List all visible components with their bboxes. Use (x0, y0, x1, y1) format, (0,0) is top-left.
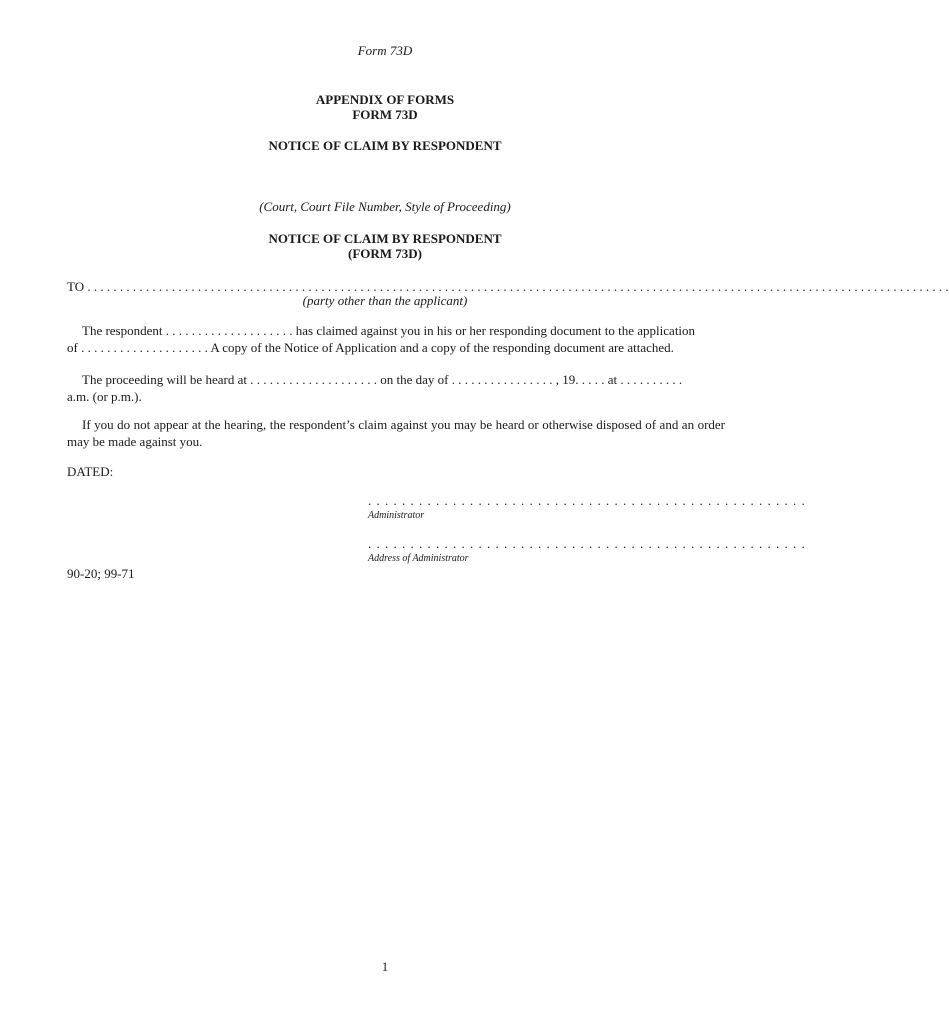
paragraph-respondent-line1: The respondent . . . . . . . . . . . . . . . . . . . . has claimed against you in his or her responding document to the application (82, 323, 696, 338)
to-line: TO . . . . . . . . . . . . . . . . . . . . . . . . . . . . . . . . . . . . . . . . . . . . . . . . . . . . . . . . . . . . . . . . . . . . . . . . . . . . . . . . . . . . . . . . . . . . . . . . . . . . . . . . . . . . . . . . . . . . . . . . . . . . . . . . . . . . . (67, 279, 949, 294)
form-number-secondary: (FORM 73D) (347, 246, 422, 261)
paragraph-respondent-line2: of . . . . . . . . . . . . . . . . . . . . A copy of the Notice of Application and a copy of the responding document are attached. (67, 340, 674, 355)
notice-title: NOTICE OF CLAIM BY RESPONDENT (268, 138, 502, 153)
signature-line-address: . . . . . . . . . . . . . . . . . . . . . . . . . . . . . . . . . . . . . . . . . . . . . . . . . . . . (368, 536, 806, 551)
running-header: Form 73D (357, 43, 413, 58)
notice-title-secondary: NOTICE OF CLAIM BY RESPONDENT (268, 231, 502, 246)
paragraph-hearing-line2: a.m. (or p.m.). (67, 389, 142, 404)
address-caption: Address of Administrator (368, 553, 469, 564)
paragraph-hearing-line1: The proceeding will be heard at . . . . . . . . . . . . . . . . . . . . on the day of . . . . . . . . . . . . . . . . , 19. . . . . at . . . . . . . . . . (82, 372, 683, 387)
signature-address (368, 536, 806, 564)
form-number-title: FORM 73D (352, 107, 418, 122)
signature-line-administrator: . . . . . . . . . . . . . . . . . . . . . . . . . . . . . . . . . . . . . . . . . . . . . . . . . . . . (368, 493, 806, 508)
dated-label: DATED: (67, 464, 114, 479)
style-of-proceeding: (Court, Court File Number, Style of Proceeding) (259, 199, 511, 214)
page-number: 1 (381, 959, 389, 974)
signature-administrator (368, 493, 806, 521)
statute-reference: 90-20; 99-71 (67, 566, 135, 581)
paragraph-default-warning: If you do not appear at the hearing, the respondent’s claim against you may be heard or otherwise disposed of and an order may be made against you. (67, 417, 725, 449)
administrator-caption: Administrator (368, 510, 425, 521)
party-caption: (party other than the applicant) (302, 293, 468, 308)
appendix-title: APPENDIX OF FORMS (315, 92, 455, 107)
